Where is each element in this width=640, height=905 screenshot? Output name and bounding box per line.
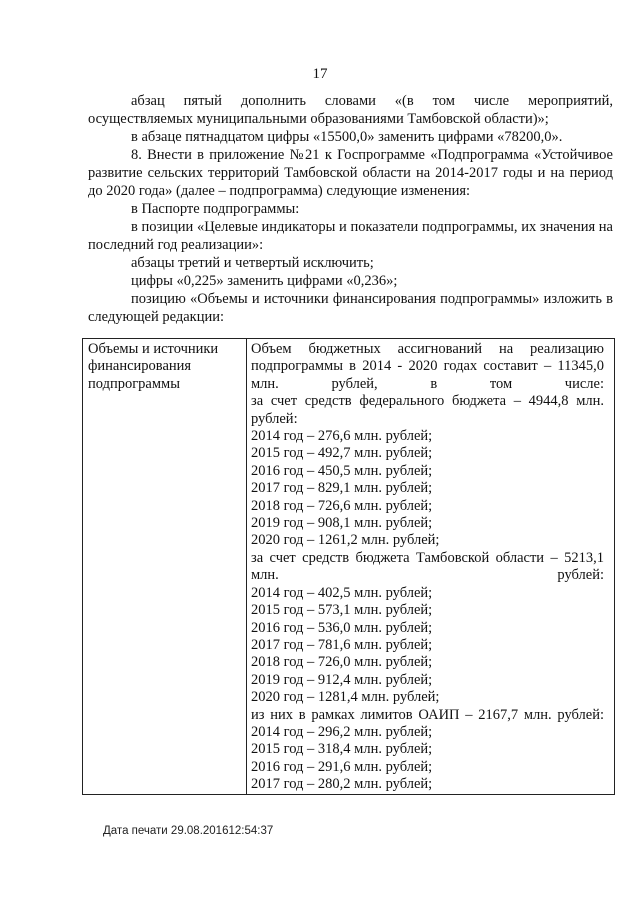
- regional-year-line: 2016 год – 536,0 млн. рублей;: [251, 619, 433, 636]
- oaip-header: из них в рамках лимитов ОАИП – 2167,7 млн. рублей:: [251, 706, 604, 723]
- paragraph-passport: в Паспорте подпрограммы:: [131, 201, 300, 217]
- funding-table: [82, 338, 615, 795]
- federal-header: за счет средств федерального бюджета – 4944,8 млн. рублей:: [251, 393, 604, 427]
- paragraph-amend-fifth: абзац пятый дополнить словами «(в том числе мероприятий, осуществляемых муниципальными образованиями Тамбовской области)»;: [88, 93, 613, 127]
- paragraph-indicators: в позиции «Целевые индикаторы и показатели подпрограммы, их значения на последний год реализации»:: [88, 219, 613, 253]
- print-date: Дата печати 29.08.201612:54:37: [103, 825, 274, 837]
- paragraph-item-8: 8. Внести в приложение №21 к Госпрограмме «Подпрограмма «Устойчивое развитие сельских территорий Тамбовской области на 2014-2017 годы и на период до 2020 года» (далее – подпрограмма) следующие изменения:: [88, 147, 613, 199]
- federal-year-line: 2014 год – 276,6 млн. рублей;: [251, 428, 433, 445]
- paragraph-delete-abzacs: абзацы третий и четвертый исключить;: [131, 255, 374, 271]
- table-right-content: [247, 339, 615, 795]
- federal-year-line: 2017 год – 829,1 млн. рублей;: [251, 480, 433, 497]
- body-text: [88, 92, 613, 326]
- federal-year-line: 2018 год – 726,6 млн. рублей;: [251, 497, 433, 514]
- regional-year-line: 2018 год – 726,0 млн. рублей;: [251, 654, 433, 671]
- funding-intro: Объем бюджетных ассигнований на реализацию подпрограммы в 2014 - 2020 годах составит – 11345,0 млн. рублей, в том числе:: [251, 341, 604, 392]
- regional-year-line: 2020 год – 1281,4 млн. рублей;: [251, 689, 440, 706]
- regional-year-line: 2014 год – 402,5 млн. рублей;: [251, 584, 433, 601]
- oaip-year-line: 2016 год – 291,6 млн. рублей;: [251, 758, 433, 775]
- oaip-year-line: 2014 год – 296,2 млн. рублей;: [251, 723, 433, 740]
- page-number: 17: [312, 66, 328, 82]
- paragraph-replace-digits: цифры «0,225» заменить цифрами «0,236»;: [131, 273, 398, 289]
- regional-year-line: 2015 год – 573,1 млн. рублей;: [251, 602, 433, 619]
- table-row: [83, 339, 615, 795]
- paragraph-new-edition: позицию «Объемы и источники финансирования подпрограммы» изложить в следующей редакции:: [88, 291, 613, 325]
- regional-header: за счет средств бюджета Тамбовской области – 5213,1 млн. рублей:: [251, 549, 604, 584]
- paragraph-amend-fifteenth: в абзаце пятнадцатом цифры «15500,0» заменить цифрами «78200,0».: [131, 129, 563, 145]
- table-left-label: Объемы и источники финансирования подпрограммы: [83, 339, 247, 795]
- federal-year-line: 2020 год – 1261,2 млн. рублей;: [251, 532, 440, 549]
- federal-year-line: 2016 год – 450,5 млн. рублей;: [251, 462, 433, 479]
- federal-year-line: 2015 год – 492,7 млн. рублей;: [251, 445, 433, 462]
- oaip-year-line: 2017 год – 280,2 млн. рублей;: [251, 776, 433, 793]
- oaip-year-line: 2015 год – 318,4 млн. рублей;: [251, 741, 433, 758]
- regional-year-line: 2019 год – 912,4 млн. рублей;: [251, 671, 433, 688]
- regional-year-line: 2017 год – 781,6 млн. рублей;: [251, 636, 433, 653]
- federal-year-line: 2019 год – 908,1 млн. рублей;: [251, 515, 433, 532]
